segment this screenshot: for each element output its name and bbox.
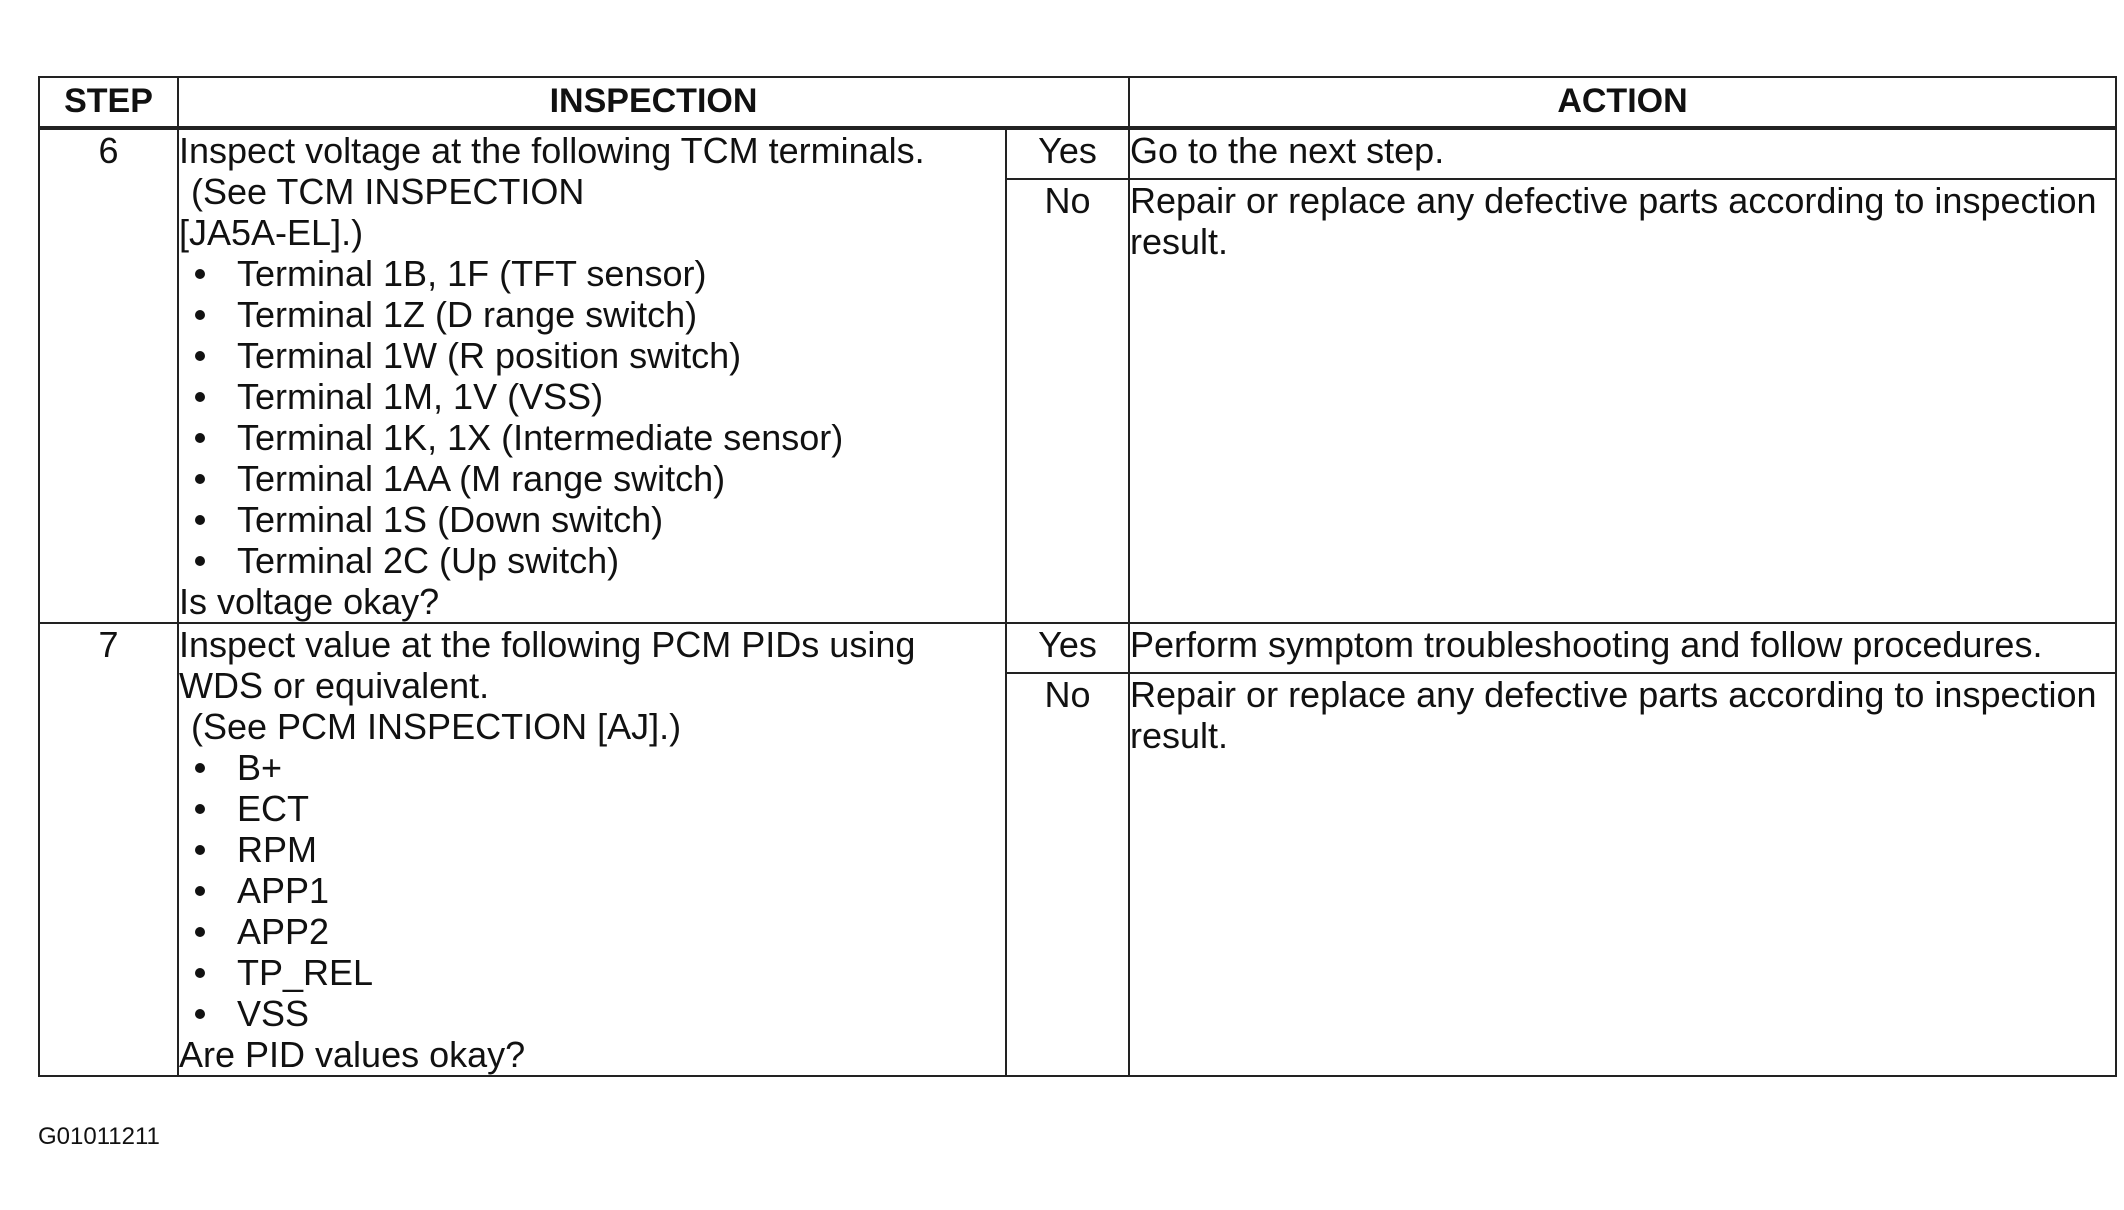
list-item: APP1: [179, 870, 1005, 911]
inspection-bullet-list: [179, 253, 1005, 581]
list-item: Terminal 1B, 1F (TFT sensor): [179, 253, 1005, 294]
list-item: RPM: [179, 829, 1005, 870]
no-action: Repair or replace any defective parts according to inspection result.: [1129, 673, 2116, 1076]
list-item: Terminal 1K, 1X (Intermediate sensor): [179, 417, 1005, 458]
list-item: ECT: [179, 788, 1005, 829]
inspection-cell: [178, 128, 1006, 623]
list-item: Terminal 1S (Down switch): [179, 499, 1005, 540]
inspection-reference: (See PCM INSPECTION [AJ].): [191, 706, 682, 747]
list-item: Terminal 1W (R position switch): [179, 335, 1005, 376]
yes-action: Perform symptom troubleshooting and follow procedures.: [1129, 623, 2116, 673]
no-label: No: [1006, 179, 1129, 623]
yes-action: Go to the next step.: [1129, 128, 2116, 179]
inspection-text: Inspect voltage at the following TCM terminals.: [179, 130, 925, 171]
step-number: 6: [39, 128, 178, 623]
table-row-step-6: [39, 128, 2116, 179]
inspection-question: Is voltage okay?: [179, 581, 440, 622]
inspection-cell: [178, 623, 1006, 1076]
list-item: TP_REL: [179, 952, 1005, 993]
figure-id: G01011211: [38, 1123, 160, 1150]
list-item: Terminal 1Z (D range switch): [179, 294, 1005, 335]
inspection-question: Are PID values okay?: [179, 1034, 526, 1075]
inspection-text: Inspect value at the following PCM PIDs using: [179, 624, 916, 665]
inspection-reference: (See TCM INSPECTION: [191, 171, 585, 212]
inspection-bullet-list: [179, 747, 1005, 1034]
yes-label: Yes: [1006, 623, 1129, 673]
list-item: Terminal 1M, 1V (VSS): [179, 376, 1005, 417]
no-action: Repair or replace any defective parts according to inspection result.: [1129, 179, 2116, 623]
table-row-step-7: [39, 623, 2116, 673]
header-inspection: INSPECTION: [178, 77, 1129, 128]
inspection-reference-code: [JA5A-EL].): [179, 212, 364, 253]
yes-label: Yes: [1006, 128, 1129, 179]
list-item: VSS: [179, 993, 1005, 1034]
diagnostic-table: [38, 76, 2117, 1077]
header-step: STEP: [39, 77, 178, 128]
header-action: ACTION: [1129, 77, 2116, 128]
no-label: No: [1006, 673, 1129, 1076]
step-number: 7: [39, 623, 178, 1076]
list-item: Terminal 1AA (M range switch): [179, 458, 1005, 499]
inspection-text-continued: WDS or equivalent.: [179, 665, 490, 706]
list-item: Terminal 2C (Up switch): [179, 540, 1005, 581]
list-item: B+: [179, 747, 1005, 788]
list-item: APP2: [179, 911, 1005, 952]
table-header-row: [39, 77, 2116, 128]
